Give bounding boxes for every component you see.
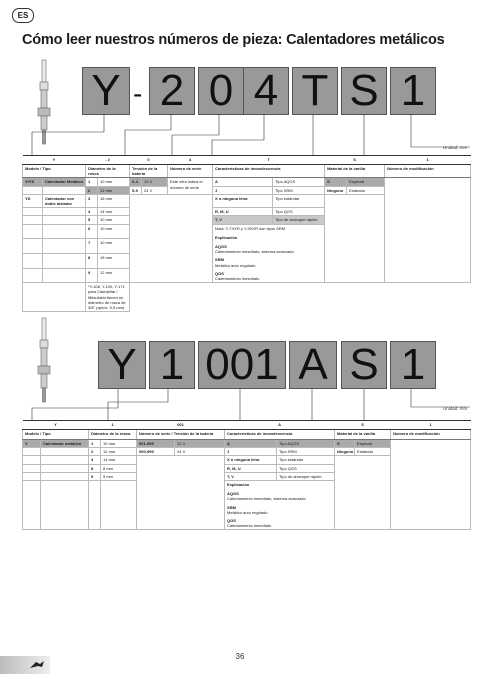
table-row: 2 12 mm 5-9 24 V J Tipo SRM Ninguno Estándar [23, 186, 471, 194]
top-label: 4 [168, 156, 213, 165]
top-label: 1 [391, 421, 471, 430]
table-row: 9 9 mm T, V Tipo de arranque rápido [23, 472, 471, 480]
code-box-thread: 1 [149, 341, 195, 389]
language-badge: ES [12, 8, 34, 23]
code-box-model: Y [82, 67, 130, 115]
code-box-modification: 1 [390, 341, 436, 389]
code-box-serial: 001 [198, 341, 286, 389]
column-header: Características de incandescencia [225, 430, 335, 440]
thread-note: *Y-108, Y-109, Y-171 para Caterpillar / Mitsubishi tienen un diámetro de rosca de 3/8" (aprox. 9,5 mm) [86, 283, 130, 312]
code-box-material: S [341, 341, 387, 389]
table-row: 6 10 mm Nota: Y-7XXR y Y-9XXR son tipos SRM Explicación AQGS Calentamiento inmediato, sistema avanzado SRM Metálico auto regulado QGS Calentamiento inmediato [23, 224, 471, 239]
unit-label-2: Unidad: mm [443, 406, 468, 411]
code-box-voltage: 0 [198, 67, 244, 115]
top-label: S [335, 421, 391, 430]
table-row: 8 18 mm [23, 253, 471, 268]
table-row: 7 10 mm [23, 239, 471, 254]
top-label: 001 [137, 421, 225, 430]
brand-logo [0, 656, 50, 674]
column-header: Número de serie / Tensión de la batería [137, 430, 225, 440]
table-row: 8 8 mm R, M, U Tipo QGS [23, 464, 471, 472]
table-row: Y Calentador metálico 1 10 mm 001-999 12 V A Tipo AQGS S Especial [23, 440, 471, 448]
top-label: Y [23, 421, 89, 430]
table-row: 9 12 mm [23, 268, 471, 283]
column-header: Número de serie [168, 165, 213, 178]
code-box-model: Y [98, 341, 146, 389]
column-header: Modelo / Tipo [23, 430, 89, 440]
explanation-title: Explicación [227, 482, 250, 488]
top-label: 0 [130, 156, 168, 165]
top-label: S [325, 156, 385, 165]
column-header: Características de incandescencia [213, 165, 325, 178]
table-row: 4 14 mm R, M, U Tipo QGS [23, 208, 471, 216]
table-row: 2 12 mm 000-999 24 V J Tipo SRM Ninguno Estándar [23, 448, 471, 456]
table-row: YD Calentador con doble aislador 3 18 mm X o ninguna letra Tipo estándar [23, 194, 471, 207]
column-header: Modelo / Tipo [23, 165, 86, 178]
column-header: Diámetro de la rosca [89, 430, 137, 440]
part-number-table-2 [22, 420, 471, 530]
code-dash: - [133, 78, 143, 109]
column-header: Número de modificación [391, 430, 471, 440]
column-header: Diámetro de la rosca [86, 165, 130, 178]
top-label: 1 [385, 156, 471, 165]
code-box-characteristics: A [289, 341, 337, 389]
code-box-thread: 2 [149, 67, 195, 115]
page-number: 36 [235, 652, 245, 661]
top-label: 1 [89, 421, 137, 430]
top-label: Y [23, 156, 86, 165]
table-row: Y/YS Calentador Metálico 1 10 mm 0-4 12 V Este cifra indica el número de serie A Tipo AQGS S Especial [23, 178, 471, 186]
note-tv: Nota: Y-7XXR y Y-9XXR son tipos SRM [215, 225, 286, 231]
code-box-modification: 1 [390, 67, 436, 115]
column-header: Tensión de la batería [130, 165, 168, 178]
explanation-title: Explicación [215, 234, 238, 240]
table-row: 5 10 mm T, V Tipo de arranque rápido [23, 216, 471, 224]
unit-label-1: Unidad: mm [443, 145, 468, 150]
code-box-serial: 4 [243, 67, 289, 115]
page-title: Cómo leer nuestros números de pieza: Calentadores metálicos [22, 32, 445, 48]
code-box-material: S [341, 67, 387, 115]
table-row: 4 14 mm X o ninguna letra Tipo estándar [23, 456, 471, 464]
top-label: - 2 [86, 156, 130, 165]
column-header: Material de la varilla [325, 165, 385, 178]
top-label: A [225, 421, 335, 430]
code-box-characteristics: T [292, 67, 338, 115]
plug-icon [0, 656, 50, 674]
top-label: T [213, 156, 325, 165]
column-header: Material de la varilla [335, 430, 391, 440]
table-row: Explicación AQGS Calentamiento inmediato, sistema avanzado SRM Metálico auto regulado QGS Calentamiento inmediato [23, 481, 471, 530]
column-header: Número de modificación [385, 165, 471, 178]
